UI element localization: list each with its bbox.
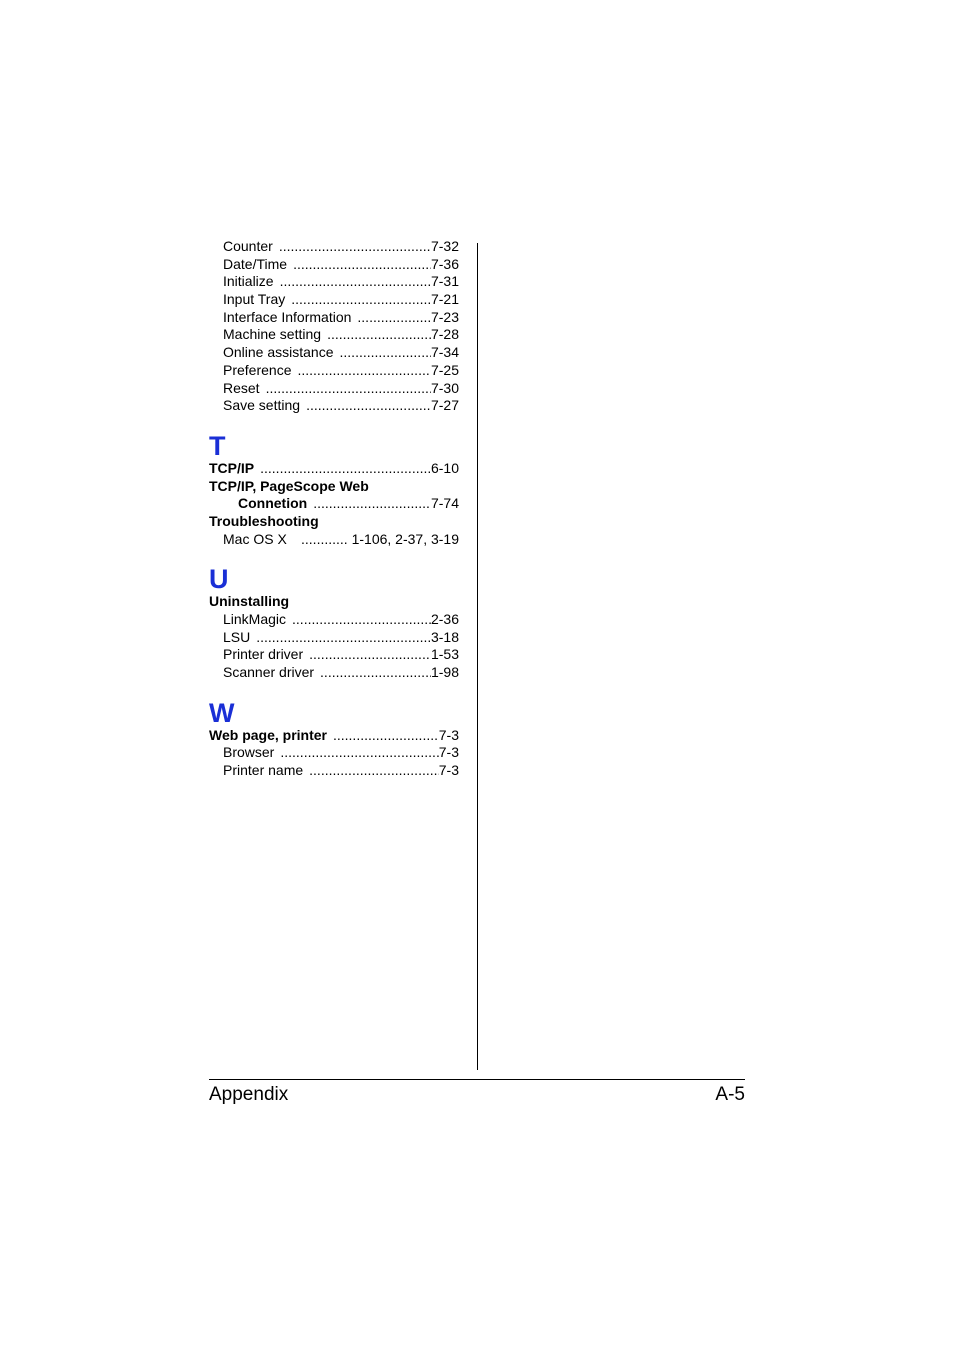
index-letter-u: U bbox=[209, 564, 229, 595]
index-entry-tcpip: TCP/IP ..... 6-10 bbox=[209, 460, 459, 478]
footer-section-title: Appendix bbox=[209, 1084, 289, 1105]
index-letter-t: T bbox=[209, 430, 226, 461]
index-entry: Initialize ..... 7-31 bbox=[209, 273, 459, 291]
footer-page-number: A-5 bbox=[715, 1084, 745, 1105]
index-heading-uninstalling: Uninstalling bbox=[209, 593, 290, 610]
index-entry-web-page-printer: Web page, printer ..... 7-3 bbox=[209, 727, 459, 745]
index-entry: LinkMagic ..... 2-36 bbox=[209, 611, 459, 629]
index-entry: Scanner driver ..... 1-98 bbox=[209, 664, 459, 682]
index-entry-tcpip-pagescope-cont: Connetion ..... 7-74 bbox=[209, 495, 459, 513]
index-entry: Browser ..... 7-3 bbox=[209, 744, 459, 762]
index-entry: Save setting ..... 7-27 bbox=[209, 397, 459, 415]
index-entry: Printer name ..... 7-3 bbox=[209, 762, 459, 780]
index-entry: Date/Time ..... 7-36 bbox=[209, 256, 459, 274]
index-entry: Interface Information ..... 7-23 bbox=[209, 309, 459, 327]
index-entry: Reset ..... 7-30 bbox=[209, 380, 459, 398]
index-entry-macosx: Mac OS X ............ 1-106, 2-37, 3-19 bbox=[223, 530, 459, 547]
column-divider bbox=[477, 243, 478, 1070]
index-entry: Printer driver ..... 1-53 bbox=[209, 646, 459, 664]
index-column bbox=[209, 238, 459, 780]
index-entry: Machine setting ..... 7-28 bbox=[209, 326, 459, 344]
index-heading-troubleshooting: Troubleshooting bbox=[209, 512, 319, 529]
index-entry: Input Tray ..... 7-21 bbox=[209, 291, 459, 309]
index-entry: Counter ..... 7-32 bbox=[209, 238, 459, 256]
index-entry: Online assistance ..... 7-34 bbox=[209, 344, 459, 362]
index-letter-w: W bbox=[209, 697, 235, 728]
footer-rule bbox=[209, 1079, 745, 1080]
index-entry: Preference ..... 7-25 bbox=[209, 362, 459, 380]
index-entry-tcpip-pagescope: TCP/IP, PageScope Web bbox=[209, 477, 369, 494]
index-entry: LSU ..... 3-18 bbox=[209, 629, 459, 647]
